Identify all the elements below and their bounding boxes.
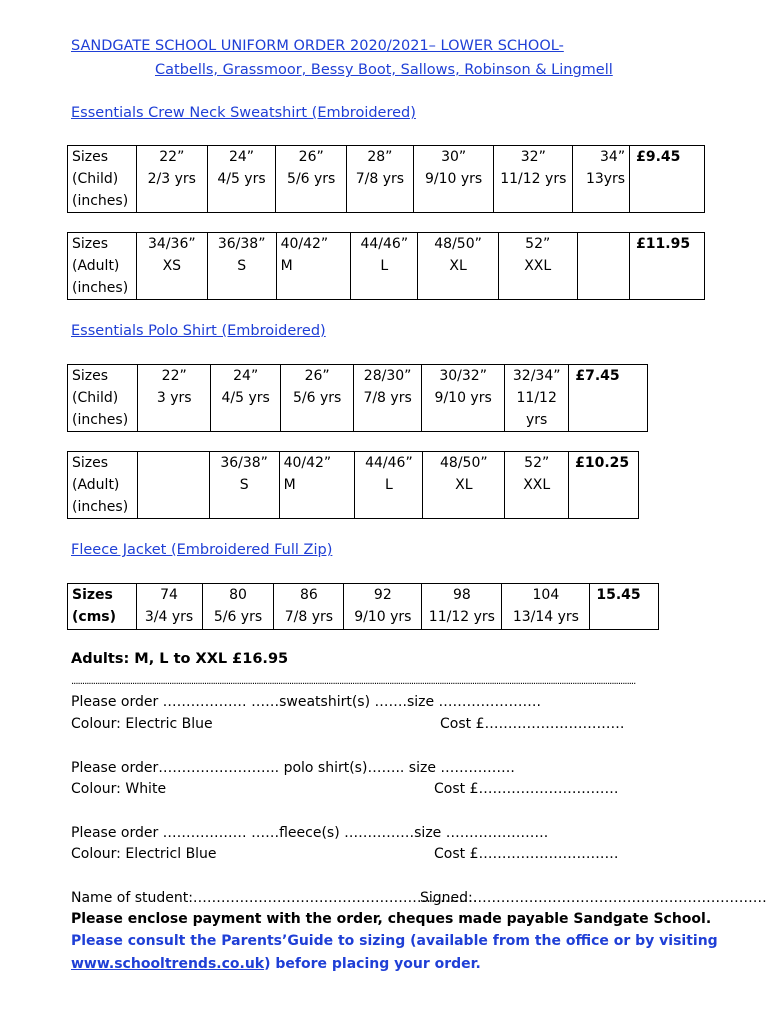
price-cell: £10.25	[569, 452, 639, 519]
size-cell: 48/50” XL	[423, 452, 505, 519]
size-cell: 52” XXL	[505, 452, 569, 519]
size-cell: 26” 5/6 yrs	[276, 146, 347, 213]
price-cell: £9.45	[630, 146, 705, 213]
size-cell: 48/50” XL	[418, 233, 499, 300]
fleece-cost: Cost £…………………………	[434, 846, 619, 862]
polo-heading: Essentials Polo Shirt (Embroidered)	[71, 323, 326, 339]
fleece-colour: Colour: Electricl Blue	[71, 846, 217, 862]
price-cell: 15.45	[590, 584, 659, 630]
size-cell: 80 5/6 yrs	[202, 584, 274, 630]
sweatshirt-child-table	[67, 145, 705, 213]
size-cell: 26” 5/6 yrs	[281, 365, 354, 432]
sweatshirt-colour: Colour: Electric Blue	[71, 716, 213, 732]
size-label-cell: Sizes (Adult) (inches)	[68, 233, 137, 300]
sizing-guide-note-end	[71, 956, 481, 972]
size-cell: 22” 3 yrs	[138, 365, 211, 432]
size-cell: 74 3/4 yrs	[136, 584, 202, 630]
size-label-cell: Sizes (Adult) (inches)	[68, 452, 138, 519]
polo-colour: Colour: White	[71, 781, 167, 797]
fleece-table	[67, 583, 659, 630]
dotted-separator: ...................................................................................................................................................................................................................................................................	[71, 679, 636, 685]
polo-order-line: Please order…………………….. polo shirt(s)…….. size …………….	[71, 760, 515, 776]
size-cell: 92 9/10 yrs	[344, 584, 422, 630]
sizing-guide-tail: ) before placing your order.	[264, 956, 481, 972]
document-subtitle: Catbells, Grassmoor, Bessy Boot, Sallows, Robinson & Lingmell	[155, 62, 613, 78]
size-cell: 40/42” M	[279, 452, 355, 519]
polo-cost: Cost £…………………………	[434, 781, 619, 797]
size-label-cell: Sizes (Child) (inches)	[68, 146, 137, 213]
sweatshirt-adult-table	[67, 232, 705, 300]
fleece-heading: Fleece Jacket (Embroidered Full Zip)	[71, 542, 333, 558]
schooltrends-link[interactable]: www.schooltrends.co.uk	[71, 956, 265, 972]
size-cell: 30” 9/10 yrs	[413, 146, 494, 213]
fleece-order-line: Please order ……………… ……fleece(s) ……………size ………………….	[71, 825, 549, 841]
size-cell: 34/36” XS	[136, 233, 207, 300]
size-label-cell: Sizes (cms)	[68, 584, 137, 630]
size-cell: 44/46” L	[355, 452, 423, 519]
size-cell: 40/42” M	[276, 233, 351, 300]
sweatshirt-heading: Essentials Crew Neck Sweatshirt (Embroidered)	[71, 105, 416, 121]
size-label-cell: Sizes (Child) (inches)	[68, 365, 138, 432]
size-cell: 30/32” 9/10 yrs	[422, 365, 505, 432]
size-cell: 34” 13yrs	[573, 146, 630, 213]
adults-price-note: Adults: M, L to XXL £16.95	[71, 651, 289, 667]
payment-instruction: Please enclose payment with the order, cheques made payable Sandgate School.	[71, 911, 712, 927]
polo-adult-table	[67, 451, 639, 519]
size-cell: 36/38” S	[207, 233, 276, 300]
size-cell: 32/34” 11/12 yrs	[505, 365, 569, 432]
price-cell: £11.95	[630, 233, 705, 300]
size-cell: 104 13/14 yrs	[502, 584, 590, 630]
size-cell: 28/30” 7/8 yrs	[353, 365, 421, 432]
price-cell: £7.45	[569, 365, 648, 432]
size-cell: 32” 11/12 yrs	[494, 146, 573, 213]
size-cell: 22” 2/3 yrs	[136, 146, 207, 213]
student-name-field: Name of student:…………………………………………………….	[71, 890, 478, 906]
sweatshirt-cost: Cost £…………………………	[440, 716, 625, 732]
size-cell: 28” 7/8 yrs	[347, 146, 414, 213]
empty-cell	[137, 452, 209, 519]
sizing-guide-note: Please consult the Parents’Guide to sizing (available from the office or by visiting	[71, 933, 718, 949]
size-cell: 24” 4/5 yrs	[210, 365, 280, 432]
size-cell: 24” 4/5 yrs	[207, 146, 276, 213]
document-title: SANDGATE SCHOOL UNIFORM ORDER 2020/2021– LOWER SCHOOL-	[71, 38, 564, 54]
size-cell: 86 7/8 yrs	[274, 584, 344, 630]
polo-child-table	[67, 364, 648, 432]
size-cell: 44/46” L	[351, 233, 418, 300]
sweatshirt-order-line: Please order ……………… ……sweatshirt(s) …….size ………………….	[71, 694, 542, 710]
size-cell: 98 11/12 yrs	[422, 584, 502, 630]
size-cell: 36/38” S	[209, 452, 279, 519]
empty-cell	[577, 233, 630, 300]
size-cell: 52” XXL	[498, 233, 577, 300]
signature-field: Signed:………………………………………………………	[420, 890, 767, 906]
